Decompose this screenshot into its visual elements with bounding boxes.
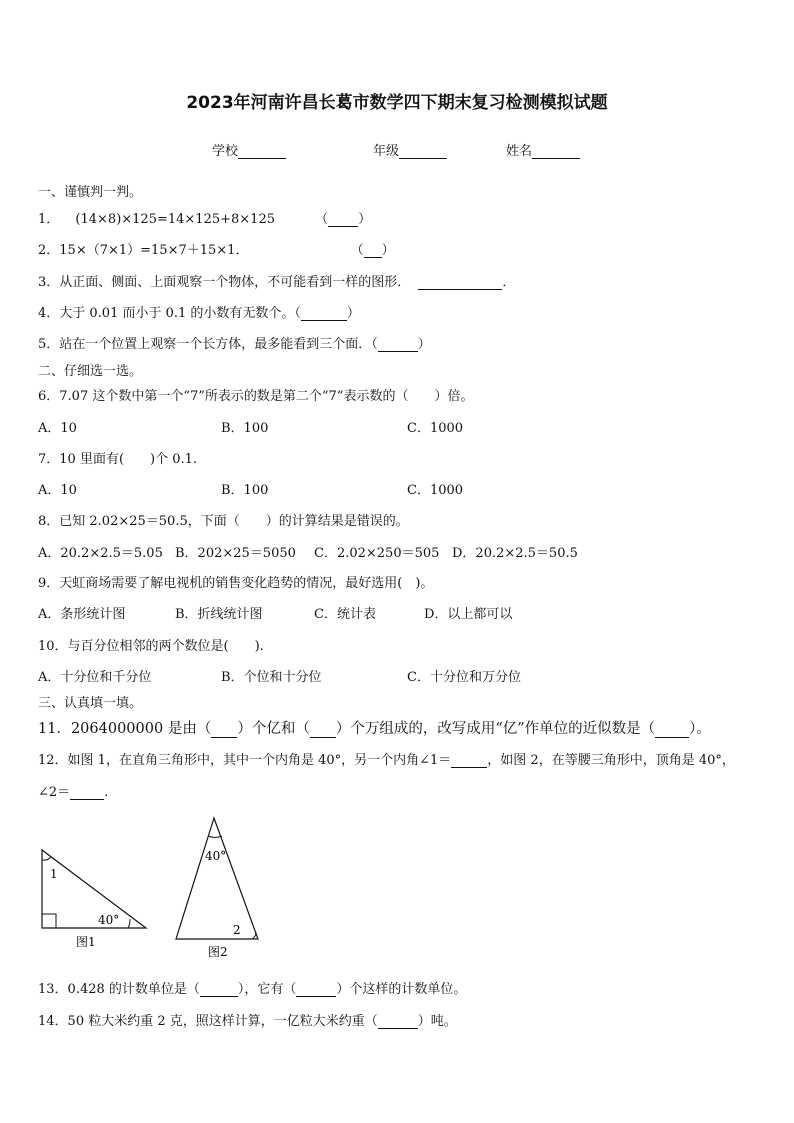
fig1-triangle-shape (42, 850, 146, 928)
page-title: 2023年河南许昌长葛市数学四下期末复习检测模拟试题 (186, 93, 608, 113)
section-heading-3: 三、认真填一填。 (38, 696, 143, 711)
q10-option-b[interactable]: B．个位和十分位 (221, 670, 322, 685)
figure-2-isosceles-triangle (168, 812, 268, 962)
q7-option-a[interactable]: A．10 (38, 483, 77, 498)
q12-text-b: ，如图 2，在等腰三角形中，顶角是 40°， (487, 753, 735, 768)
q6-option-c[interactable]: C．1000 (407, 421, 464, 436)
q11-text-b: ）个亿和（ (237, 721, 310, 737)
q12-text-a: 12．如图 1，在直角三角形中，其中一个内角是 40°，另一个内角∠1＝ (38, 753, 452, 768)
q1-answer-blank[interactable] (328, 213, 358, 227)
q2-text: 2．15×（7×1）=15×7＋15×1． (38, 243, 249, 258)
q8-option-b[interactable]: B．202×25＝5050 (175, 546, 296, 561)
q13-text-c: ）个这样的计数单位。 (336, 982, 467, 997)
section-heading-1: 一、谨慎判一判。 (38, 185, 143, 200)
name-label: 姓名 (506, 144, 533, 159)
q9-option-d[interactable]: D．以上都可以 (424, 607, 513, 622)
section-heading-2: 二、仔细选一选。 (38, 364, 143, 379)
q2-paren-close: ） (381, 243, 395, 258)
q7-option-b[interactable]: B．100 (221, 483, 269, 498)
fig2-angle-label: 40° (205, 849, 227, 863)
grade-blank[interactable] (399, 144, 447, 159)
question-9: 9．天虹商场需要了解电视机的销售变化趋势的情况，最好选用( )。 (38, 576, 434, 591)
q1-text: (14×8)×125=14×125+8×125 (75, 212, 275, 227)
fig1-angle40-arc (128, 919, 130, 928)
question-2 (38, 239, 395, 258)
q13-text-b: ），它有（ (237, 982, 297, 997)
fig2-apex-arc (208, 836, 222, 837)
question-1 (38, 208, 371, 227)
q12-text-c: ∠2＝ (38, 785, 71, 800)
name-field (506, 140, 580, 159)
question-3 (38, 271, 515, 290)
fig2-triangle-shape (176, 818, 258, 939)
q3-text: 3．从正面、侧面、上面观察一个物体，不可能看到一样的图形． (38, 275, 411, 290)
question-12 (38, 749, 735, 768)
q5-text: 5．站在一个位置上观察一个长方体，最多能看到三个面．（ (38, 337, 378, 352)
q4-answer-blank[interactable] (301, 307, 347, 321)
q8-option-a[interactable]: A．20.2×2.5＝5.05 (38, 546, 163, 561)
q11-text-a: 11．2064000000 是由（ (38, 721, 212, 737)
grade-field (373, 140, 447, 159)
q13-blank-2[interactable] (296, 983, 336, 997)
q1-paren-close: ） (358, 212, 372, 227)
fig1-angle1-arc (42, 857, 51, 860)
name-blank[interactable] (532, 144, 580, 159)
fig1-right-angle-mark (42, 914, 56, 928)
q4-text: 4．大于 0.01 而小于 0.1 的小数有无数个。（ (38, 306, 301, 321)
q6-option-b[interactable]: B．100 (221, 421, 269, 436)
school-field (212, 140, 286, 159)
question-6: 6．7.07 这个数中第一个“7”所表示的数是第二个“7”表示数的（ ）倍。 (38, 389, 474, 404)
q12-text-d: . (104, 785, 109, 800)
question-12-cont (38, 781, 108, 800)
q3-end: ． (502, 275, 516, 290)
question-7: 7．10 里面有( )个 0.1. (38, 452, 198, 467)
school-label: 学校 (212, 144, 239, 159)
question-14 (38, 1010, 457, 1029)
q13-blank-1[interactable] (200, 983, 238, 997)
q9-option-c[interactable]: C．统计表 (314, 607, 376, 622)
grade-label: 年级 (373, 144, 400, 159)
q14-text-a: 14．50 粒大米约重 2 克，照这样计算，一亿粒大米约重（ (38, 1014, 378, 1029)
q7-option-c[interactable]: C．1000 (407, 483, 464, 498)
question-10: 10．与百分位相邻的两个数位是( ). (38, 639, 264, 654)
q11-blank-1[interactable] (211, 724, 237, 738)
q5-end: ） (417, 337, 431, 352)
q2-paren-open: （ (350, 243, 364, 258)
question-8: 8．已知 2.02×25＝50.5，下面（ ）的计算结果是错误的。 (38, 514, 409, 529)
q8-option-d[interactable]: D．20.2×2.5＝50.5 (452, 546, 578, 561)
q11-text-d: ）。 (689, 721, 711, 737)
fig1-angle-name: 1 (50, 867, 58, 881)
q11-blank-2[interactable] (310, 724, 336, 738)
q1-number: 1． (38, 212, 60, 227)
question-4 (38, 302, 360, 321)
fig2-caption: 图2 (208, 945, 228, 959)
question-13 (38, 978, 466, 997)
fig1-caption: 图1 (76, 935, 96, 949)
school-blank[interactable] (238, 144, 286, 159)
fig2-angle-name: 2 (233, 923, 241, 937)
q2-answer-blank[interactable] (364, 244, 382, 258)
q14-text-b: ）吨。 (417, 1014, 457, 1029)
q8-option-c[interactable]: C．2.02×250＝505 (314, 546, 440, 561)
q9-option-a[interactable]: A．条形统计图 (38, 607, 126, 622)
q11-blank-3[interactable] (655, 724, 689, 738)
question-11 (38, 717, 711, 738)
q10-option-a[interactable]: A．十分位和千分位 (38, 670, 152, 685)
q11-text-c: ）个万组成的，改写成用“亿”作单位的近似数是（ (335, 721, 656, 737)
figure-1-right-triangle (30, 840, 160, 955)
q10-option-c[interactable]: C．十分位和万分位 (407, 670, 521, 685)
q4-end: ） (346, 306, 360, 321)
fig1-angle-label: 40° (98, 913, 120, 927)
q12-blank-1[interactable] (451, 754, 487, 768)
q12-blank-2[interactable] (70, 786, 104, 800)
q9-option-b[interactable]: B．折线统计图 (175, 607, 263, 622)
q3-answer-blank[interactable] (418, 276, 502, 290)
question-5 (38, 333, 431, 352)
q13-text-a: 13．0.428 的计数单位是（ (38, 982, 200, 997)
q1-paren-open: （ (315, 212, 329, 227)
q14-blank[interactable] (378, 1015, 418, 1029)
q5-answer-blank[interactable] (378, 338, 418, 352)
q6-option-a[interactable]: A．10 (38, 421, 77, 436)
